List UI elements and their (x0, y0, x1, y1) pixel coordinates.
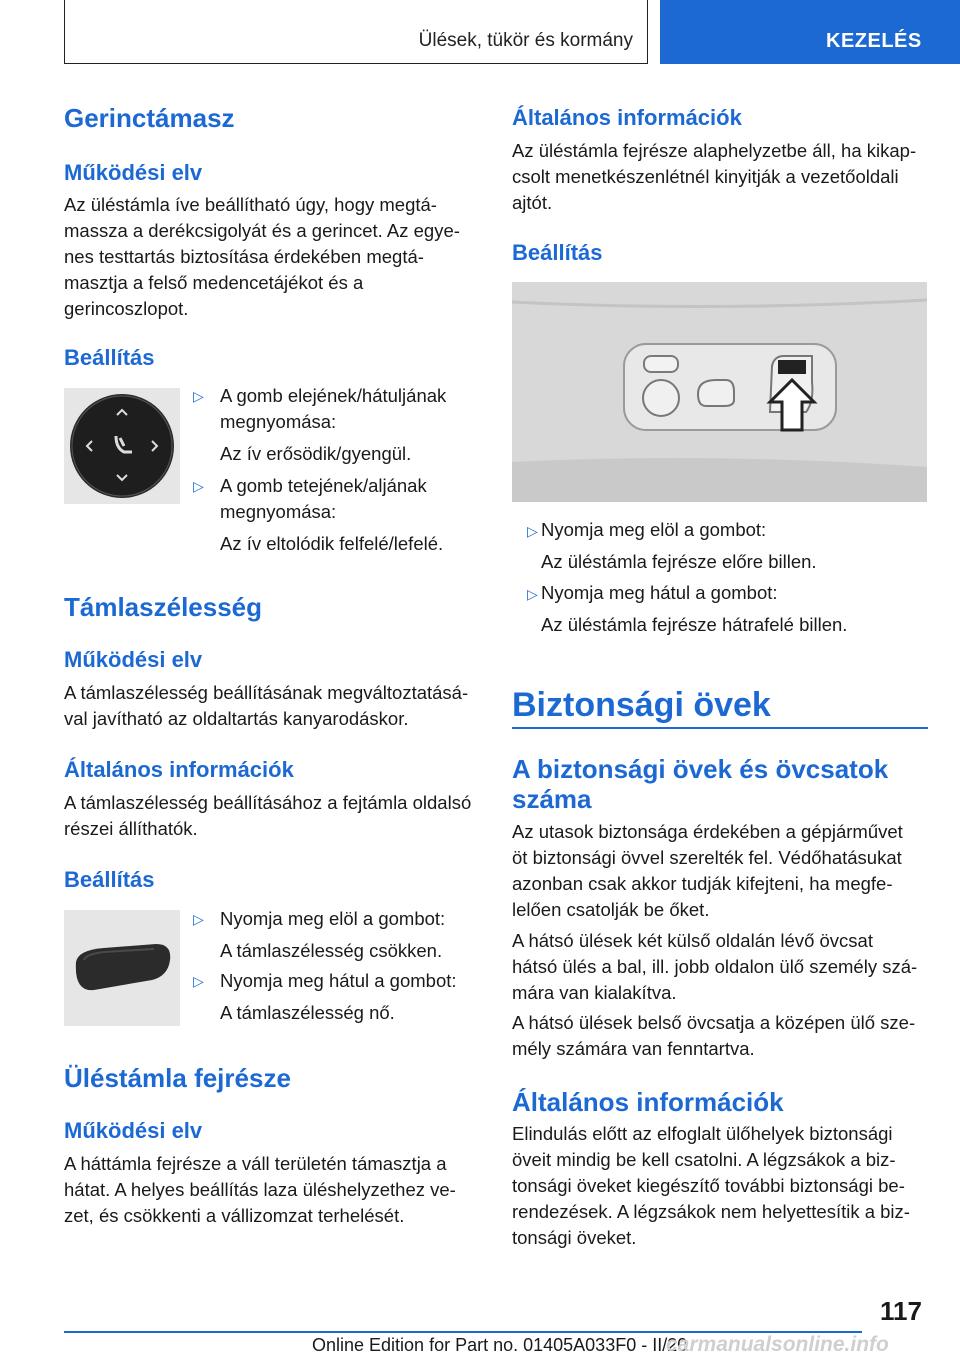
triangle-right-icon: ▷ (193, 973, 204, 989)
heading-line: A biztonsági övek és övcsatok (512, 754, 889, 784)
text-line: azonban csak akkor tudják kifejteni, ha megfe- (512, 873, 893, 894)
text-line: Elindulás előtt az elfoglalt ülőhelyek biztonsági (512, 1123, 893, 1144)
footer-edition: Online Edition for Part no. 01405A033F0 - II/20 (312, 1335, 688, 1355)
width-bullet-2 (220, 968, 480, 1026)
text-line: A hátsó ülések két külső oldalán lévő övcsat (512, 930, 873, 951)
text-line: hátat. A helyes beállítás laza üléshelyzethez ve- (64, 1179, 456, 1200)
text-line: A gomb tetejének/aljának (220, 475, 427, 496)
text-line: Nyomja meg hátul a gombot: (220, 970, 457, 991)
bullet-result: Az üléstámla fejrésze előre billen. (541, 551, 817, 572)
bullet-result: A támlaszélesség nő. (220, 1002, 395, 1023)
upper-principle-text (64, 1151, 484, 1229)
lumbar-title: Gerinctámasz (64, 103, 235, 133)
seat-control-image (512, 282, 927, 502)
lumbar-setting-heading: Beállítás (64, 345, 155, 370)
belts-count-heading (512, 754, 932, 814)
page-number: 117 (880, 1296, 922, 1326)
bullet-result: A támlaszélesség csökken. (220, 940, 443, 961)
triangle-right-icon: ▷ (527, 586, 538, 602)
head-general-text (512, 138, 932, 216)
text-line: gerincoszlopot. (64, 298, 189, 319)
text-line: öveit mindig be kell csatolni. A légzsákok a biz- (512, 1149, 896, 1170)
text-line: megnyomása: (220, 501, 337, 522)
width-setting-heading: Beállítás (64, 867, 155, 892)
text-line: A gomb elejének/hátuljának (220, 385, 447, 406)
width-general-text (64, 790, 484, 842)
head-bullet-2 (541, 580, 931, 638)
text-line: megnyomása: (220, 411, 337, 432)
width-principle-heading: Működési elv (64, 647, 203, 672)
text-line: csolt menetkészenlétnél kinyitják a vezetőoldali (512, 166, 899, 187)
text-line: val javítható az oldaltartás kanyarodáskor. (64, 708, 409, 729)
heading-line: száma (512, 784, 592, 814)
text-line: A támlaszélesség beállításának megváltoztatásá- (64, 682, 469, 703)
head-setting-heading: Beállítás (512, 240, 603, 265)
text-line: mára van kialakítva. (512, 982, 677, 1003)
width-principle-text (64, 680, 484, 732)
text-line: öt biztonsági övvel szerelték fel. Védőhatásukat (512, 847, 902, 868)
text-line: rendezések. A légzsákok nem helyettesítik a biz- (512, 1201, 910, 1222)
bullet-result: Az ív eltolódik felfelé/lefelé. (220, 533, 444, 554)
text-line: ajtót. (512, 192, 553, 213)
header-tab (660, 0, 960, 64)
width-bullet-1 (220, 906, 480, 964)
upper-title: Üléstámla fejrésze (64, 1063, 291, 1093)
text-line: Az utasok biztonsága érdekében a gépjárművet (512, 821, 903, 842)
text-line: A támlaszélesség beállításához a fejtámla oldalsó (64, 792, 472, 813)
bullet-result: Az ív erősödik/gyengül. (220, 443, 412, 464)
header-section-title: Ülések, tükör és kormány (418, 30, 633, 51)
triangle-right-icon: ▷ (193, 478, 204, 494)
text-line: részei állíthatók. (64, 818, 198, 839)
lumbar-knob-image (64, 388, 180, 504)
text-line: tonsági öveket kiegészítő további biztonsági be- (512, 1175, 905, 1196)
text-line: hátsó ülés a bal, ill. jobb oldalon ülő személy szá- (512, 956, 918, 977)
width-general-heading: Általános információk (64, 757, 294, 782)
text-line: masztja a felső medencetájékot és a (64, 272, 364, 293)
head-bullet-1 (541, 517, 931, 575)
belts-title-underline (512, 727, 928, 729)
lumbar-bullet-2 (220, 473, 480, 557)
bullet-result: Az üléstámla fejrésze hátrafelé billen. (541, 614, 848, 635)
lumbar-bullet-1 (220, 383, 480, 467)
watermark: carmanualsonline.info (666, 1333, 889, 1356)
belts-title: Biztonsági övek (512, 686, 771, 724)
text-line: Az üléstámla fejrésze alaphelyzetbe áll, ha kikap- (512, 140, 917, 161)
belts-general-heading: Általános információk (512, 1087, 784, 1117)
text-line: nes testtartás biztosítása érdekében megtá- (64, 246, 424, 267)
belts-count-p2 (512, 928, 932, 1006)
triangle-right-icon: ▷ (193, 911, 204, 927)
text-line: A hátsó ülések belső övcsatja a középen ülő sze- (512, 1012, 916, 1033)
text-line: mély számára van fenntartva. (512, 1038, 755, 1059)
belts-count-p1 (512, 819, 932, 923)
triangle-right-icon: ▷ (193, 388, 204, 404)
text-line: Nyomja meg elöl a gombot: (541, 519, 767, 540)
header-tab-label: KEZELÉS (826, 30, 922, 52)
width-title: Támlaszélesség (64, 592, 263, 622)
text-line: tonsági öveket. (512, 1227, 637, 1248)
head-general-heading: Általános információk (512, 105, 742, 130)
lumbar-principle-text (64, 192, 484, 322)
text-line: Nyomja meg elöl a gombot: (220, 908, 446, 929)
text-line: Nyomja meg hátul a gombot: (541, 582, 778, 603)
belts-count-p3 (512, 1010, 932, 1062)
upper-principle-heading: Működési elv (64, 1118, 203, 1143)
text-line: Az üléstámla íve beállítható úgy, hogy megtá- (64, 194, 437, 215)
header-section-box (64, 0, 648, 64)
text-line: A háttámla fejrésze a váll területén támasztja a (64, 1153, 447, 1174)
text-line: massza a derékcsigolyát és a gerincet. Az egye- (64, 220, 460, 241)
width-button-image (64, 910, 180, 1026)
lumbar-principle-heading: Működési elv (64, 160, 203, 185)
triangle-right-icon: ▷ (527, 523, 538, 539)
text-line: lelően csatolják be őket. (512, 899, 710, 920)
text-line: zet, és csökkenti a vállizomzat terhelését. (64, 1205, 405, 1226)
belts-general-text (512, 1121, 932, 1251)
